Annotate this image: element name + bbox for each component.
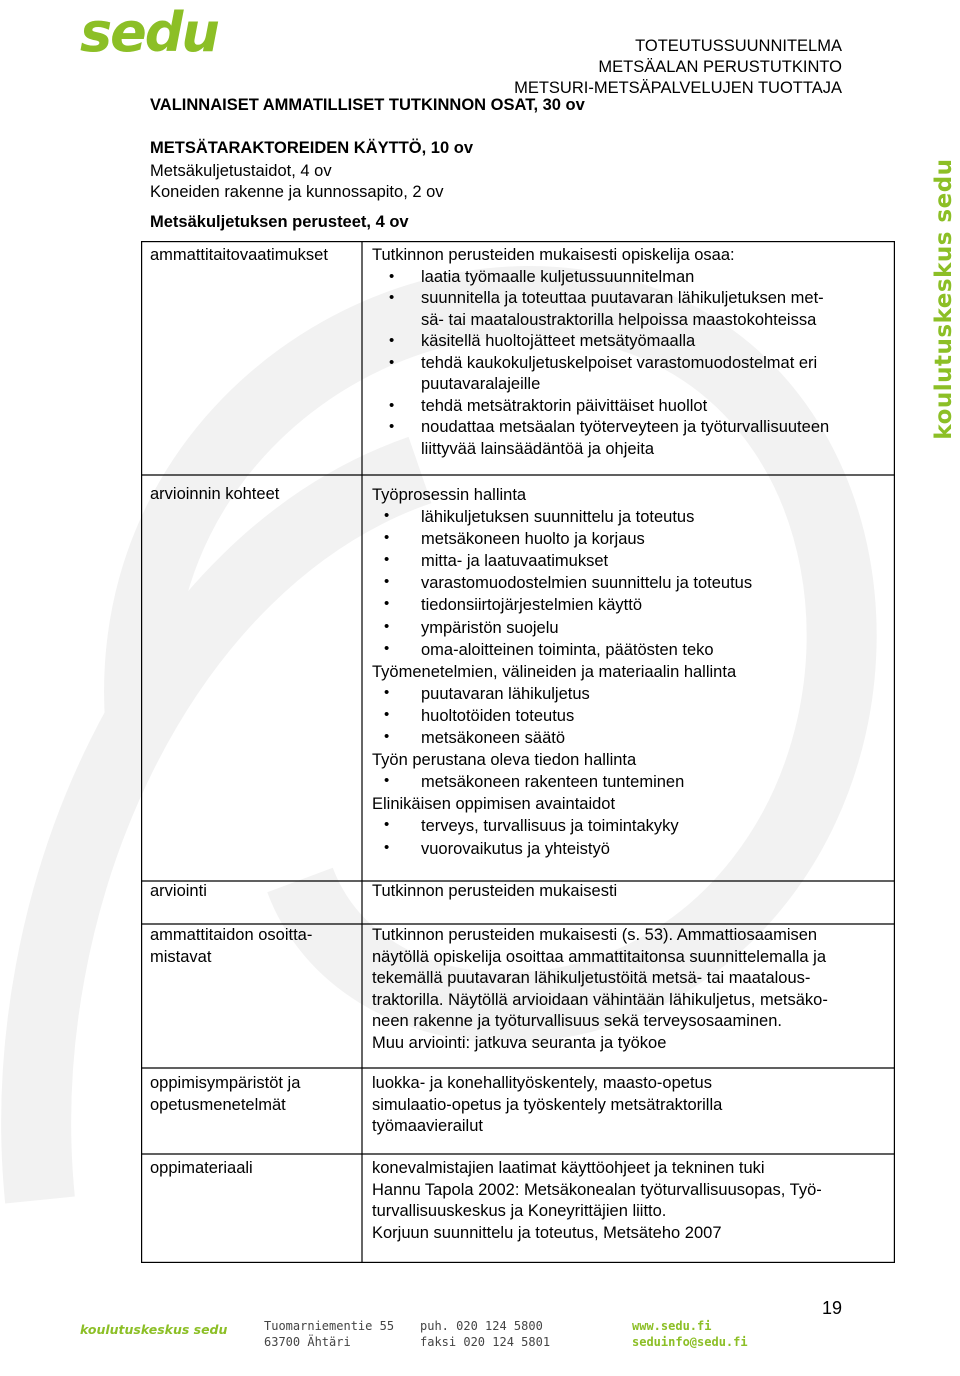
page-number: 19 bbox=[822, 1298, 843, 1318]
text-line: luokka- ja konehallityöskentely, maasto-opetus bbox=[372, 1074, 712, 1092]
row-label-assessment: arviointi bbox=[150, 882, 207, 900]
list-item: • oma-aloitteinen toiminta, päätösten teko bbox=[372, 639, 884, 661]
group-heading: Elinikäisen oppimisen avaintaidot bbox=[372, 795, 616, 814]
list-item: • noudattaa metsäalan työterveyteen ja työturvallisuuteen bbox=[372, 417, 884, 439]
list-item-continuation: liittyvää lainsäädäntöä ja ohjeita bbox=[421, 439, 654, 458]
list-item: • ympäristön suojelu bbox=[372, 617, 884, 639]
module-title: METSÄTARAKTOREIDEN KÄYTTÖ, 10 ov bbox=[150, 139, 473, 157]
text-line: Muu arviointi: jatkuva seuranta ja työkoe bbox=[372, 1033, 667, 1052]
module-item: Metsäkuljetustaidot, 4 ov bbox=[150, 162, 332, 180]
group-heading: Työprosessin hallinta bbox=[372, 486, 527, 504]
skills-intro: Tutkinnon perusteiden mukaisesti opiskelija osaa: bbox=[372, 246, 735, 264]
list-item: • laatia työmaalle kuljetussuunnitelman bbox=[372, 267, 884, 289]
assessment-text: Tutkinnon perusteiden mukaisesti bbox=[372, 882, 618, 900]
section-title: VALINNAISET AMMATILLISET TUTKINNON OSAT, 30 ov bbox=[150, 96, 585, 114]
sedu-logo: sedu bbox=[80, 1, 218, 64]
text-line: konevalmistajien laatimat käyttöohjeet ja tekninen tuki bbox=[372, 1159, 765, 1177]
list-item: • mitta- ja laatuvaatimukset bbox=[372, 550, 884, 572]
group-heading: Työn perustana oleva tiedon hallinta bbox=[372, 751, 637, 770]
text-line: simulaatio-opetus ja työskentely metsätraktorilla bbox=[372, 1095, 723, 1114]
text-line: Tutkinnon perusteiden mukaisesti (s. 53). Ammattiosaamisen bbox=[372, 926, 818, 944]
header-line-3: METSURI-METSÄPALVELUJEN TUOTTAJA bbox=[514, 79, 842, 97]
footer-brand: koulutuskeskus sedu bbox=[80, 1322, 228, 1337]
footer bbox=[80, 1318, 860, 1358]
row-label-demonstration: ammattitaidon osoitta- mistavat bbox=[150, 926, 313, 966]
demonstration-cell bbox=[372, 925, 884, 1054]
list-item: • metsäkoneen rakenteen tunteminen bbox=[372, 771, 884, 793]
list-item: • lähikuljetuksen suunnittelu ja toteutus bbox=[372, 506, 884, 528]
list-item: • suunnitella ja toteuttaa puutavaran lähikuljetuksen met- bbox=[372, 288, 884, 310]
text-line: turvallisuuskeskus ja Koneyrittäjien liitto. bbox=[372, 1202, 667, 1220]
row-label-materials: oppimateriaali bbox=[150, 1159, 253, 1177]
list-item: • vuorovaikutus ja yhteistyö bbox=[372, 838, 884, 860]
row-label-environments: oppimisympäristöt ja opetusmenetelmät bbox=[150, 1074, 301, 1114]
footer-contact: puh. 020 124 5800 faksi 020 124 5801 bbox=[420, 1319, 551, 1349]
materials-cell bbox=[372, 1158, 884, 1244]
row-label-targets: arvioinnin kohteet bbox=[150, 485, 280, 503]
list-item: • tehdä metsätraktorin päivittäiset huollot bbox=[372, 396, 884, 418]
list-item: • puutavaran lähikuljetus bbox=[372, 683, 884, 705]
header-line-2: METSÄALAN PERUSTUTKINTO bbox=[598, 58, 842, 76]
group-heading: Työmenetelmien, välineiden ja materiaalin hallinta bbox=[372, 662, 737, 681]
list-item: • käsitellä huoltojätteet metsätyömaalla bbox=[372, 331, 884, 353]
footer-email-link[interactable]: seduinfo@sedu.fi bbox=[632, 1335, 748, 1349]
text-line: tekemällä puutavaran lähikuljetustöitä metsä- tai maatalous- bbox=[372, 969, 811, 987]
unit-title: Metsäkuljetuksen perusteet, 4 ov bbox=[150, 213, 409, 231]
footer-address: Tuomarniementie 55 63700 Ähtäri bbox=[264, 1319, 395, 1349]
module-item: Koneiden rakenne ja kunnossapito, 2 ov bbox=[150, 183, 444, 201]
footer-web bbox=[632, 1318, 748, 1350]
list-item: • terveys, turvallisuus ja toimintakyky bbox=[372, 815, 884, 837]
list-item-continuation: sä- tai maataloustraktorilla helpoissa maastokohteissa bbox=[421, 310, 817, 329]
side-brand-text: koulutuskeskus sedu bbox=[931, 158, 957, 440]
targets-cell bbox=[372, 484, 884, 860]
document-header bbox=[514, 36, 842, 99]
list-item: • metsäkoneen säätö bbox=[372, 727, 884, 749]
text-line: työmaavierailut bbox=[372, 1117, 483, 1135]
list-item-continuation: puutavaralajeille bbox=[421, 375, 541, 393]
list-item: • metsäkoneen huolto ja korjaus bbox=[372, 528, 884, 550]
row-label-skills: ammattitaitovaatimukset bbox=[150, 246, 328, 264]
environments-cell bbox=[372, 1073, 884, 1138]
list-item: • huoltotöiden toteutus bbox=[372, 705, 884, 727]
skills-cell bbox=[372, 245, 884, 460]
footer-website-link[interactable]: www.sedu.fi bbox=[632, 1319, 712, 1333]
text-line: näytöllä opiskelija osoittaa ammattitaitonsa suunnittelemalla ja bbox=[372, 947, 826, 966]
list-item: • tehdä kaukokuljetuskelpoiset varastomuodostelmat eri bbox=[372, 353, 884, 375]
text-line: traktorilla. Näytöllä arvioidaan vähintään lähikuljetus, metsäko- bbox=[372, 990, 828, 1009]
list-item: • tiedonsiirtojärjestelmien käyttö bbox=[372, 594, 884, 616]
text-line: Korjuun suunnittelu ja toteutus, Metsäteho 2007 bbox=[372, 1223, 722, 1242]
header-line-1: TOTEUTUSSUUNNITELMA bbox=[635, 37, 842, 55]
list-item: • varastomuodostelmien suunnittelu ja toteutus bbox=[372, 572, 884, 594]
text-line: neen rakenne ja työturvallisuus sekä terveysosaaminen. bbox=[372, 1012, 782, 1030]
text-line: Hannu Tapola 2002: Metsäkonealan työturvallisuusopas, Työ- bbox=[372, 1180, 822, 1199]
